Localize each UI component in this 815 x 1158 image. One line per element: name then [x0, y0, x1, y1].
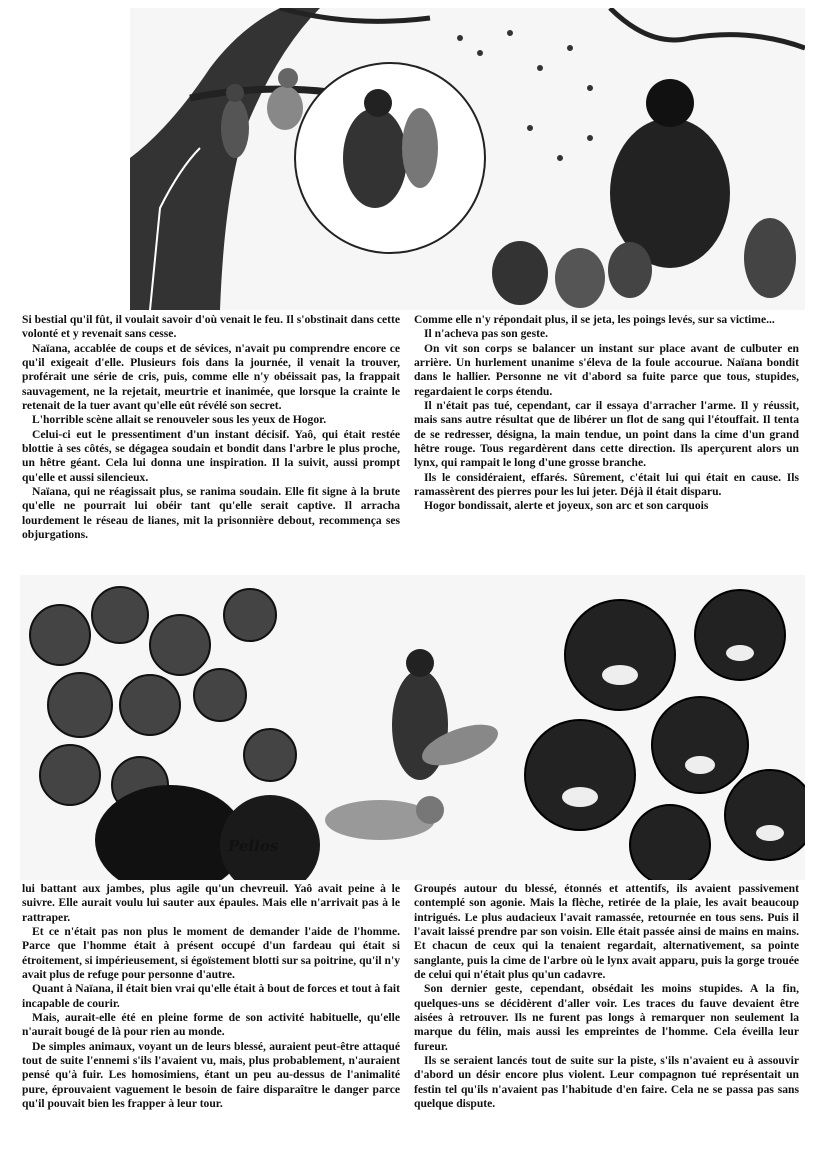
text-column-top-right — [414, 313, 799, 514]
paragraph: Si bestial qu'il fût, il voulait savoir d'où venait le feu. Il s'obstinait dans cette volonté et y revenait sans cesse. — [22, 313, 400, 341]
paragraph: Mais, aurait-elle été en pleine forme de son activité habituelle, qu'elle n'aurait bougé de là pour rien au monde. — [22, 1011, 400, 1039]
paragraph: De simples animaux, voyant un de leurs blessé, auraient peut-être attaqué tout de suite l'ennemi s'ils l'avaient vu, mais, plus probablement, n'auraient pensé qu'à fuir. Les homosimiens, étant un peu au-dessus de l'animalité pure, éprouvaient vaguement le besoin de faire disparaître le danger parce qu'il pouvait bien les frapper à leur tour. — [22, 1039, 400, 1111]
paragraph: L'horrible scène allait se renouveler sous les yeux de Hogor. — [32, 413, 327, 427]
text-column-top-left — [22, 313, 400, 543]
paragraph: On vit son corps se balancer un instant sur place avant de culbuter en arrière. Un hurlement unanime s'éleva de la foule accourue. Naïana bondit dans le hallier. Personne ne vit d'abord sa fuite parce que tous, stupides, regardaient le corps étendu. — [414, 341, 799, 398]
paragraph: lui battant aux jambes, plus agile qu'un chevreuil. Yaô avait peine à le suivre. Elle aurait voulu lui sauter aux épaules. Mais elle n'arrivait pas à le rattraper. — [22, 882, 400, 924]
paragraph: Ils se seraient lancés tout de suite sur la piste, s'ils n'avaient eu à assouvir d'abord un désir encore plus violent. Leur compagnon tué représentait un festin tel qu'ils n'avaient pas l'habitude d'en faire. Cela ne se passa pas sans quelque dispute. — [414, 1054, 799, 1111]
text-column-bottom-left — [22, 882, 400, 1112]
paragraph: Naïana, qui ne réagissait plus, se ranima soudain. Elle fit signe à la brute qu'elle ne pourrait lui obéir tant qu'elle serait captive. Il arracha lourdement le réseau de lianes, mit la prisonnière debout, recommença ses objurgations. — [22, 485, 400, 542]
paragraph: Son dernier geste, cependant, obsédait les moins stupides. A la fin, quelques-uns se décidèrent d'aller voir. Les traces du fauve devaient être aisées à retrouver. Ils ne furent pas longs à remarquer non seulement la marque du félin, mais aussi les empreintes de l'homme. Cela éveilla leur fureur. — [414, 982, 799, 1053]
paragraph: Il n'acheva pas son geste. — [424, 327, 548, 341]
artist-signature: Pellos — [228, 837, 279, 855]
paragraph: Groupés autour du blessé, étonnés et attentifs, ils avaient passivement contemplé son agonie. Mais la flèche, retirée de la plaie, les avait beaucoup intrigués. Le plus audacieux l'avait ramassée, retournée en tous sens. Puis il l'avait laissé prendre par son voisin. Elle était passée ainsi de mains en mains. Et chacun de ceux qui la tenaient regardait, alternativement, sa pointe sanglante, puis la cime de l'arbre où le lynx avait apparu, puis la gorge trouée de celui qui n'était plus qu'un cadavre. — [414, 882, 799, 982]
apes-crowd-illustration-icon — [20, 575, 805, 880]
paragraph: Et ce n'était pas non plus le moment de demander l'aide de l'homme. Parce que l'homme était à présent occupé d'un fardeau qui était si étroitement, si impérieusement, si égoïstement blotti sur sa poitrine, qu'il n'y avait plus de refuge pour personne d'autre. — [22, 925, 400, 982]
paragraph: Il n'était pas tué, cependant, car il essaya d'arracher l'arme. Il y réussit, mais sans autre résultat que de libérer un flot de sang qui l'étouffait. Il tenta de se redresser, désigna, la main tendue, un point dans la cime d'un grand hêtre rouge. Tous regardèrent dans cette direction. Ils aperçurent alors un lynx, qui rampait le long d'une grosse branche. — [414, 399, 799, 470]
bottom-illustration — [20, 575, 805, 880]
top-illustration — [130, 8, 805, 310]
paragraph: Quant à Naïana, il était bien vrai qu'elle était à bout de forces et tout à fait incapable de courir. — [22, 982, 400, 1010]
jungle-apes-illustration-icon — [130, 8, 805, 310]
paragraph: Naïana, accablée de coups et de sévices, n'avait pu comprendre encore ce qu'il exigeait d'elle. Plusieurs fois dans la journée, il venait la trouver, proférait une série de cris, puis, comme elle n'y obéissait pas, la frappait sauvagement, ne la rejetait, meurtrie et inanimée, que lorsque la crainte le retenait de la tuer avant qu'elle eût révélé son secret. — [22, 341, 400, 413]
paragraph: Hogor bondissait, alerte et joyeux, son arc et son carquois — [424, 499, 709, 513]
paragraph: Comme elle n'y répondait plus, il se jeta, les poings levés, sur sa victime... — [414, 313, 775, 326]
text-column-bottom-right — [414, 882, 799, 1112]
paragraph: Ils le considéraient, effarés. Sûrement, c'était lui qui était en cause. Ils ramassèrent des pierres pour les lui jeter. Déjà il était disparu. — [414, 470, 799, 499]
paragraph: Celui-ci eut le pressentiment d'un instant décisif. Yaô, qui était restée blottie à ses côtés, se dégagea soudain et bondit dans l'arbre le plus proche, un hêtre géant. Cela lui donna une inspiration. Il la suivit, aussi prompt qu'elle et aussi silencieux. — [22, 427, 400, 484]
